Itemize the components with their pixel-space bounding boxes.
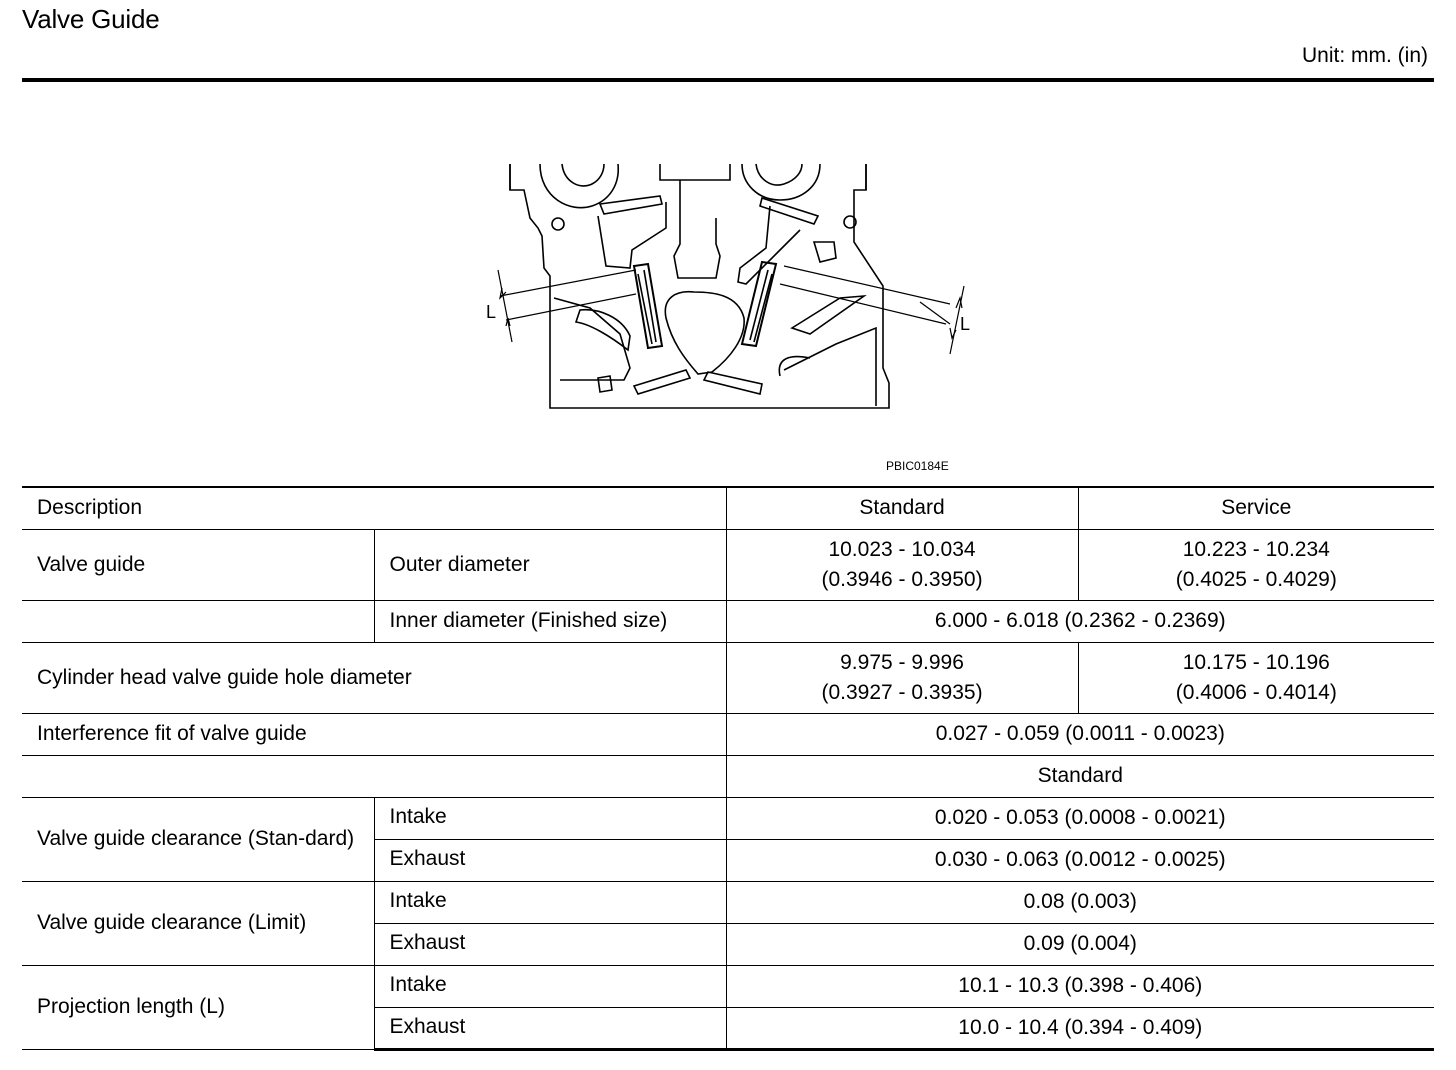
table-row	[22, 797, 1434, 839]
clearance-limit-exhaust-label: Exhaust	[374, 923, 726, 965]
interference-fit-value: 0.027 - 0.059 (0.0011 - 0.0023)	[726, 713, 1434, 755]
clearance-limit-intake-label: Intake	[374, 881, 726, 923]
table-row	[22, 881, 1434, 923]
dimension-label-left: L	[486, 302, 497, 322]
projection-intake-value: 10.1 - 10.3 (0.398 - 0.406)	[726, 965, 1434, 1007]
empty-cell	[22, 755, 726, 797]
table-row	[22, 642, 1434, 713]
title-rule	[22, 78, 1434, 82]
cylinder-head-section-drawing	[480, 158, 980, 420]
projection-intake-label: Intake	[374, 965, 726, 1007]
clearance-standard-exhaust-value: 0.030 - 0.063 (0.0012 - 0.0025)	[726, 839, 1434, 881]
valve-guide-diagram	[480, 158, 980, 420]
outer-diameter-label: Outer diameter	[374, 529, 726, 600]
clearance-standard-exhaust-label: Exhaust	[374, 839, 726, 881]
dimension-label-right: L	[960, 314, 971, 334]
hole-diameter-service: 10.175 - 10.196 (0.4006 - 0.4014)	[1078, 642, 1434, 713]
header-description: Description	[22, 487, 726, 529]
table-header-row	[22, 487, 1434, 529]
table-subheader-row	[22, 755, 1434, 797]
projection-length-label: Projection length (L)	[22, 965, 374, 1049]
outer-diameter-standard: 10.023 - 10.034 (0.3946 - 0.3950)	[726, 529, 1078, 600]
projection-exhaust-value: 10.0 - 10.4 (0.394 - 0.409)	[726, 1007, 1434, 1049]
valve-guide-label: Valve guide	[22, 529, 374, 600]
inner-diameter-value: 6.000 - 6.018 (0.2362 - 0.2369)	[726, 600, 1434, 642]
empty-cell	[22, 600, 374, 642]
valve-guide-spec-table	[22, 486, 1434, 1051]
table-row	[22, 529, 1434, 600]
table-row	[22, 600, 1434, 642]
clearance-standard-label: Valve guide clearance (Stan-dard)	[22, 797, 374, 881]
hole-diameter-standard: 9.975 - 9.996 (0.3927 - 0.3935)	[726, 642, 1078, 713]
interference-fit-label: Interference fit of valve guide	[22, 713, 726, 755]
clearance-standard-intake-label: Intake	[374, 797, 726, 839]
header-service: Service	[1078, 487, 1434, 529]
unit-label: Unit: mm. (in)	[1302, 44, 1428, 67]
clearance-limit-intake-value: 0.08 (0.003)	[726, 881, 1434, 923]
outer-diameter-service: 10.223 - 10.234 (0.4025 - 0.4029)	[1078, 529, 1434, 600]
hole-diameter-label: Cylinder head valve guide hole diameter	[22, 642, 726, 713]
projection-exhaust-label: Exhaust	[374, 1007, 726, 1049]
figure-code: PBIC0184E	[886, 459, 949, 473]
clearance-standard-intake-value: 0.020 - 0.053 (0.0008 - 0.0021)	[726, 797, 1434, 839]
page-title: Valve Guide	[22, 4, 160, 34]
table-row	[22, 713, 1434, 755]
subheader-standard: Standard	[726, 755, 1434, 797]
header-standard: Standard	[726, 487, 1078, 529]
table-row	[22, 965, 1434, 1007]
inner-diameter-label: Inner diameter (Finished size)	[374, 600, 726, 642]
clearance-limit-exhaust-value: 0.09 (0.004)	[726, 923, 1434, 965]
clearance-limit-label: Valve guide clearance (Limit)	[22, 881, 374, 965]
